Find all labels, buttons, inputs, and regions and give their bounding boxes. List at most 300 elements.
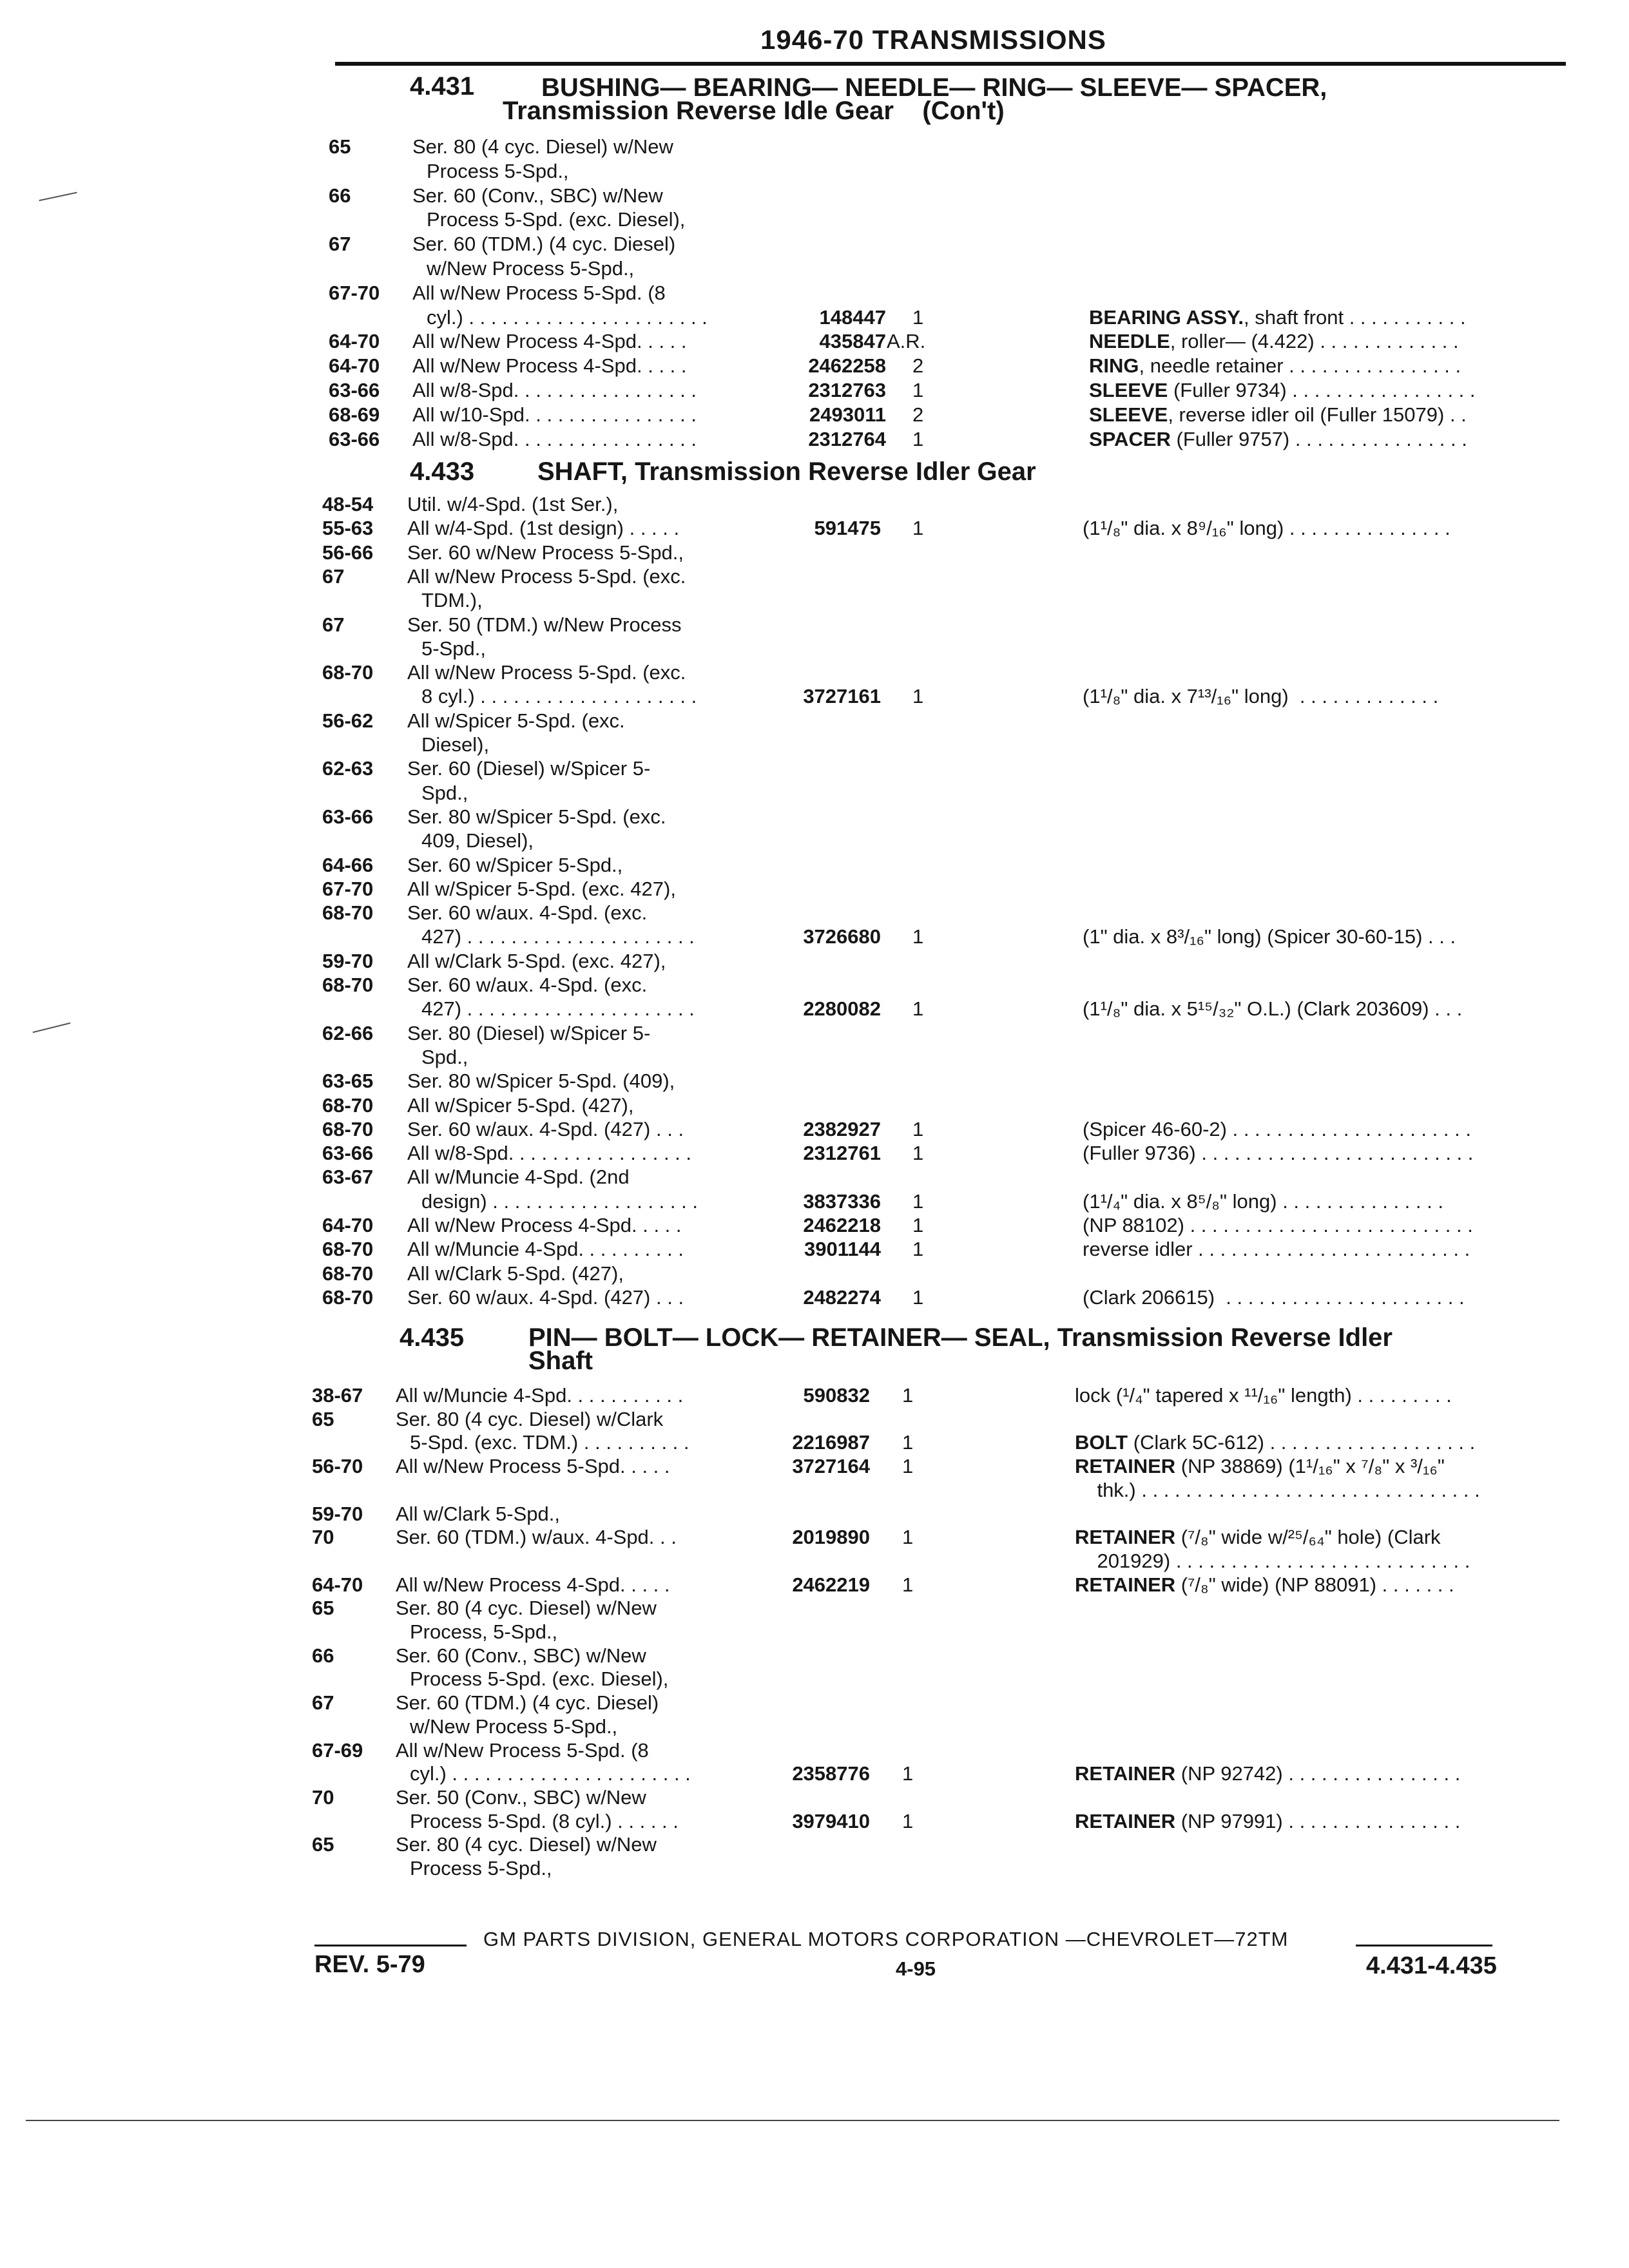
part-detail: (NP 97991) . . . . . . . . . . . . . . . . — [1175, 1810, 1461, 1832]
quantity: 1 — [912, 517, 924, 539]
part-number: 2382927 — [803, 1118, 881, 1140]
page-number: 4-95 — [896, 1957, 936, 1980]
section-number: 4.431 — [410, 72, 475, 101]
part-name: SPACER — [1089, 428, 1171, 450]
model-years: 68-70 — [322, 1286, 374, 1309]
part-detail: (Spicer 46-60-2) . . . . . . . . . . . . . . . . . . . . . . — [1083, 1118, 1471, 1140]
model-years: 63-66 — [322, 805, 374, 828]
application-desc: All w/Clark 5-Spd., — [396, 1503, 560, 1525]
page-title: 1946-70 TRANSMISSIONS — [760, 24, 1106, 55]
table-row — [0, 160, 1629, 184]
part-detail: (Fuller 9734) . . . . . . . . . . . . . . . . . — [1168, 379, 1476, 401]
footer-rule-left — [314, 1945, 467, 1946]
application-desc: Ser. 60 (TDM.) w/aux. 4-Spd. . . — [396, 1526, 677, 1548]
part-remarks — [1083, 517, 1451, 540]
model-years: 65 — [312, 1597, 334, 1619]
part-detail: , shaft front . . . . . . . . . . . — [1244, 306, 1466, 329]
application-desc: 427) . . . . . . . . . . . . . . . . . . . . . — [421, 997, 695, 1020]
part-number: 591475 — [814, 517, 881, 539]
table-row — [0, 782, 1629, 806]
table-row — [0, 1455, 1629, 1479]
table-row — [0, 1262, 1629, 1287]
application-desc: Ser. 60 (Diesel) w/Spicer 5- — [407, 757, 651, 780]
application-desc: All w/8-Spd. . . . . . . . . . . . . . . . . — [412, 428, 697, 450]
application-desc: Spd., — [421, 782, 468, 804]
model-years: 67 — [322, 565, 345, 588]
application-desc: Ser. 80 (4 cyc. Diesel) w/New — [396, 1833, 657, 1856]
part-detail: thk.) . . . . . . . . . . . . . . . . . . . . . . . . . . . . . . . — [1075, 1479, 1480, 1501]
part-number: 3726680 — [803, 925, 881, 948]
table-row — [0, 517, 1629, 541]
quantity: 1 — [902, 1384, 914, 1407]
application-desc: Diesel), — [421, 733, 490, 756]
part-name: BEARING ASSY. — [1089, 306, 1244, 329]
quantity: 2 — [912, 354, 924, 377]
part-name: BOLT — [1075, 1431, 1128, 1454]
table-row — [0, 1550, 1629, 1574]
table-row — [0, 854, 1629, 878]
part-number: 3727161 — [803, 685, 881, 707]
part-detail: (1¹/₈" dia. x 7¹³/₁₆" long) . . . . . . . . . . . . . — [1083, 685, 1439, 707]
table-row — [0, 1384, 1629, 1408]
quantity: 1 — [902, 1573, 914, 1596]
model-years: 70 — [312, 1526, 334, 1548]
part-detail: (1¹/₈" dia. x 5¹⁵/₃₂" O.L.) (Clark 203609) . . . — [1083, 997, 1463, 1020]
application-desc: All w/Clark 5-Spd. (exc. 427), — [407, 950, 666, 972]
quantity: 1 — [912, 1190, 924, 1213]
part-number: 590832 — [803, 1384, 870, 1407]
application-desc: 5-Spd., — [421, 637, 486, 660]
part-remarks — [1083, 925, 1456, 948]
part-detail: (NP 88102) . . . . . . . . . . . . . . . . . . . . . . . . . . — [1083, 1214, 1473, 1236]
quantity: 2 — [912, 403, 924, 426]
part-number: 2462258 — [808, 354, 886, 377]
table-row — [0, 403, 1629, 428]
model-years: 68-69 — [329, 403, 380, 426]
application-desc: All w/New Process 4-Spd. . . . . — [412, 354, 687, 377]
quantity: 1 — [912, 1286, 924, 1309]
quantity: 1 — [902, 1455, 914, 1477]
model-years: 66 — [329, 184, 351, 207]
model-years: 68-70 — [322, 1118, 374, 1140]
table-row — [0, 330, 1629, 354]
table-row — [0, 925, 1629, 950]
application-desc: All w/Clark 5-Spd. (427), — [407, 1262, 624, 1285]
model-years: 68-70 — [322, 661, 374, 684]
revision-label: REV. 5-79 — [314, 1951, 425, 1978]
application-desc: All w/Spicer 5-Spd. (exc. 427), — [407, 878, 676, 900]
model-years: 38-67 — [312, 1384, 363, 1407]
application-desc: Process 5-Spd. (8 cyl.) . . . . . . — [410, 1810, 679, 1832]
table-row — [0, 1190, 1629, 1215]
application-desc: All w/New Process 5-Spd. (exc. — [407, 565, 686, 588]
model-years: 70 — [312, 1786, 334, 1809]
quantity: 1 — [902, 1810, 914, 1832]
section-number: 4.433 — [410, 457, 475, 486]
application-desc: Ser. 60 w/aux. 4-Spd. (exc. — [407, 974, 648, 996]
quantity: 1 — [902, 1762, 914, 1785]
model-years: 63-66 — [329, 428, 380, 450]
part-number: 2312763 — [808, 379, 886, 401]
application-desc: All w/Spicer 5-Spd. (427), — [407, 1094, 634, 1117]
quantity: 1 — [912, 1214, 924, 1236]
application-desc: Spd., — [421, 1046, 468, 1068]
table-row — [0, 1762, 1629, 1787]
part-detail: (1" dia. x 8³/₁₆" long) (Spicer 30-60-15) . . . — [1083, 925, 1456, 948]
quantity: 1 — [902, 1431, 914, 1454]
quantity: 1 — [912, 997, 924, 1020]
table-row — [0, 1238, 1629, 1262]
section-title-line2: Shaft — [528, 1347, 593, 1375]
model-years: 68-70 — [322, 1238, 374, 1260]
part-remarks — [1075, 1526, 1441, 1549]
section-title: SHAFT, Transmission Reverse Idler Gear — [537, 457, 1036, 486]
part-name: SLEEVE — [1089, 403, 1168, 426]
model-years: 56-62 — [322, 709, 374, 732]
table-row — [0, 282, 1629, 306]
application-desc: All w/Muncie 4-Spd. (2nd — [407, 1166, 630, 1188]
model-years: 67-70 — [329, 282, 380, 304]
part-remarks — [1075, 1550, 1470, 1573]
part-remarks — [1083, 1238, 1470, 1261]
part-detail: 201929) . . . . . . . . . . . . . . . . . . . . . . . . . . . — [1075, 1550, 1470, 1572]
table-row — [0, 1408, 1629, 1432]
table-row — [0, 1022, 1629, 1046]
table-row — [0, 974, 1629, 998]
application-desc: All w/New Process 4-Spd. . . . . — [407, 1214, 682, 1236]
section-title: PIN— BOLT— LOCK— RETAINER— SEAL, Transmission Reverse Idler — [528, 1323, 1393, 1352]
application-desc: Ser. 60 (TDM.) (4 cyc. Diesel) — [396, 1691, 659, 1714]
part-remarks — [1083, 1286, 1465, 1309]
application-desc: All w/Muncie 4-Spd. . . . . . . . . . . — [396, 1384, 684, 1407]
part-detail: , roller— (4.422) . . . . . . . . . . . . . — [1170, 330, 1459, 352]
model-years: 55-63 — [322, 517, 374, 539]
model-years: 62-66 — [322, 1022, 374, 1044]
model-years: 67 — [322, 613, 345, 636]
part-number: 2462219 — [792, 1573, 870, 1596]
application-desc: Ser. 80 (4 cyc. Diesel) w/New — [412, 135, 673, 158]
part-remarks — [1089, 306, 1466, 329]
part-detail: reverse idler . . . . . . . . . . . . . . . . . . . . . . . . . — [1083, 1238, 1470, 1260]
model-years: 68-70 — [322, 1094, 374, 1117]
table-row — [0, 257, 1629, 282]
application-desc: 8 cyl.) . . . . . . . . . . . . . . . . . . . . — [421, 685, 697, 707]
quantity: 1 — [912, 925, 924, 948]
part-number: 2358776 — [792, 1762, 870, 1785]
model-years: 48-54 — [322, 493, 374, 515]
part-remarks — [1083, 685, 1438, 708]
application-desc: Ser. 60 (Conv., SBC) w/New — [396, 1644, 646, 1667]
part-remarks — [1089, 403, 1467, 427]
part-number: 2280082 — [803, 997, 881, 1020]
application-desc: All w/New Process 5-Spd. (8 — [396, 1739, 649, 1762]
model-years: 67-70 — [322, 878, 374, 900]
table-row — [0, 661, 1629, 686]
table-row — [0, 901, 1629, 926]
table-row — [0, 1118, 1629, 1142]
part-name: RETAINER — [1075, 1526, 1176, 1548]
application-desc: Ser. 80 (Diesel) w/Spicer 5- — [407, 1022, 651, 1044]
part-name: NEEDLE — [1089, 330, 1170, 352]
quantity: 1 — [902, 1526, 914, 1548]
table-row — [0, 997, 1629, 1022]
table-row — [0, 208, 1629, 233]
model-years: 64-70 — [329, 330, 380, 352]
quantity: 1 — [912, 685, 924, 707]
table-row — [0, 1479, 1629, 1503]
part-name: SLEEVE — [1089, 379, 1168, 401]
table-row — [0, 757, 1629, 782]
table-row — [0, 1166, 1629, 1190]
application-desc: All w/8-Spd. . . . . . . . . . . . . . . . . — [412, 379, 697, 401]
header-rule — [335, 62, 1566, 66]
part-detail: (⁷/₈" wide w/²⁵/₆₄" hole) (Clark — [1175, 1526, 1441, 1548]
part-remarks — [1089, 354, 1461, 378]
quantity: 1 — [912, 1118, 924, 1140]
part-remarks — [1083, 1190, 1443, 1213]
table-row — [0, 950, 1629, 974]
application-desc: 409, Diesel), — [421, 829, 534, 852]
table-row — [0, 1431, 1629, 1456]
table-row — [0, 135, 1629, 160]
section-title-line2: Transmission Reverse Idle Gear (Con't) — [503, 97, 1005, 125]
application-desc: 427) . . . . . . . . . . . . . . . . . . . . . — [421, 925, 695, 948]
bottom-rule — [26, 2120, 1559, 2121]
table-row — [0, 589, 1629, 613]
table-row — [0, 1526, 1629, 1550]
part-detail: lock (¹/₄" tapered x ¹¹/₁₆" length) . . . . . . . . . — [1075, 1384, 1452, 1407]
part-number: 435847 — [819, 330, 886, 352]
application-desc: All w/Muncie 4-Spd. . . . . . . . . . — [407, 1238, 684, 1260]
application-desc: Ser. 60 w/aux. 4-Spd. (427) . . . — [407, 1286, 684, 1309]
table-row — [0, 1286, 1629, 1311]
part-detail: (NP 92742) . . . . . . . . . . . . . . . . — [1175, 1762, 1461, 1785]
part-detail: (Clark 206615) . . . . . . . . . . . . . . . . . . . . . . — [1083, 1286, 1465, 1309]
model-years: 63-67 — [322, 1166, 374, 1188]
part-remarks — [1075, 1431, 1475, 1454]
part-remarks — [1075, 1455, 1445, 1478]
model-years: 67-69 — [312, 1739, 363, 1762]
application-desc: Ser. 50 (TDM.) w/New Process — [407, 613, 682, 636]
application-desc: All w/New Process 5-Spd. (exc. — [407, 661, 686, 684]
part-remarks — [1083, 1118, 1471, 1141]
application-desc: 5-Spd. (exc. TDM.) . . . . . . . . . . — [410, 1431, 689, 1454]
table-row — [0, 1142, 1629, 1166]
part-remarks — [1083, 1142, 1473, 1165]
part-name: RETAINER — [1075, 1573, 1176, 1596]
application-desc: Process 5-Spd. (exc. Diesel), — [427, 208, 686, 231]
table-row — [0, 613, 1629, 638]
table-row — [0, 1094, 1629, 1119]
application-desc: All w/4-Spd. (1st design) . . . . . — [407, 517, 680, 539]
table-row — [0, 878, 1629, 902]
table-row — [0, 1715, 1629, 1740]
application-desc: w/New Process 5-Spd., — [410, 1715, 618, 1738]
part-remarks — [1075, 1573, 1454, 1597]
application-desc: Ser. 60 w/aux. 4-Spd. (exc. — [407, 901, 648, 924]
quantity: 1 — [912, 428, 924, 450]
part-detail: (1¹/₄" dia. x 8⁵/₈" long) . . . . . . . . . . . . . . . — [1083, 1190, 1443, 1213]
part-remarks — [1075, 1384, 1452, 1407]
application-desc: Ser. 80 w/Spicer 5-Spd. (exc. — [407, 805, 666, 828]
table-row — [0, 805, 1629, 830]
section-title: BUSHING— BEARING— NEEDLE— RING— SLEEVE— SPACER, — [541, 73, 1327, 102]
model-years: 68-70 — [322, 901, 374, 924]
model-years: 56-66 — [322, 541, 374, 564]
table-row — [0, 685, 1629, 709]
table-row — [0, 428, 1629, 452]
part-remarks — [1089, 379, 1476, 402]
application-desc: All w/New Process 4-Spd. . . . . — [396, 1573, 670, 1596]
part-number: 2462218 — [803, 1214, 881, 1236]
table-row — [0, 1503, 1629, 1527]
table-row — [0, 1597, 1629, 1621]
application-desc: Process 5-Spd., — [410, 1857, 552, 1879]
part-number: 2493011 — [809, 403, 886, 426]
model-years: 67 — [329, 233, 351, 255]
section-number: 4.435 — [400, 1323, 465, 1352]
model-years: 65 — [312, 1408, 334, 1430]
application-desc: All w/Spicer 5-Spd. (exc. — [407, 709, 625, 732]
model-years: 66 — [312, 1644, 334, 1667]
part-number: 2482274 — [803, 1286, 881, 1309]
table-row — [0, 565, 1629, 590]
application-desc: Ser. 80 (4 cyc. Diesel) w/Clark — [396, 1408, 664, 1430]
model-years: 62-63 — [322, 757, 374, 780]
model-years: 65 — [329, 135, 351, 158]
model-years: 64-66 — [322, 854, 374, 876]
part-number: 3837336 — [803, 1190, 881, 1213]
part-name: RETAINER — [1075, 1455, 1176, 1477]
application-desc: Ser. 60 w/New Process 5-Spd., — [407, 541, 684, 564]
model-years: 67 — [312, 1691, 334, 1714]
part-name: RING — [1089, 354, 1139, 377]
part-number: 2216987 — [792, 1431, 870, 1454]
model-years: 56-70 — [312, 1455, 363, 1477]
quantity: 1 — [912, 1142, 924, 1164]
application-desc: Process 5-Spd., — [427, 160, 569, 182]
table-row — [0, 233, 1629, 257]
part-remarks — [1089, 330, 1459, 353]
application-desc: cyl.) . . . . . . . . . . . . . . . . . . . . . . — [427, 306, 708, 329]
part-detail: (Fuller 9736) . . . . . . . . . . . . . . . . . . . . . . . . . — [1083, 1142, 1474, 1164]
part-remarks — [1075, 1762, 1460, 1785]
table-row — [0, 1644, 1629, 1669]
part-number: 3727164 — [792, 1455, 870, 1477]
part-name: RETAINER — [1075, 1762, 1176, 1785]
application-desc: Ser. 80 w/Spicer 5-Spd. (409), — [407, 1070, 675, 1092]
model-years: 59-70 — [322, 950, 374, 972]
part-remarks — [1075, 1810, 1460, 1833]
part-number: 2312764 — [808, 428, 886, 450]
footer-corp-line: GM PARTS DIVISION, GENERAL MOTORS CORPORATION —CHEVROLET—72TM — [483, 1928, 1289, 1950]
model-years: 64-70 — [329, 354, 380, 377]
application-desc: Ser. 60 w/Spicer 5-Spd., — [407, 854, 623, 876]
part-remarks — [1083, 997, 1462, 1021]
quantity: A.R. — [887, 330, 926, 352]
table-row — [0, 1857, 1629, 1881]
application-desc: TDM.), — [421, 589, 483, 611]
table-row — [0, 1214, 1629, 1238]
model-years: 68-70 — [322, 974, 374, 996]
table-row — [0, 1833, 1629, 1858]
part-detail: (Fuller 9757) . . . . . . . . . . . . . . . . — [1170, 428, 1467, 450]
part-detail: , reverse idler oil (Fuller 15079) . . — [1168, 403, 1467, 426]
quantity: 1 — [912, 379, 924, 401]
application-desc: Ser. 80 (4 cyc. Diesel) w/New — [396, 1597, 657, 1619]
table-row — [0, 1620, 1629, 1645]
table-row — [0, 1810, 1629, 1834]
model-years: 59-70 — [312, 1503, 363, 1525]
model-years: 65 — [312, 1833, 334, 1856]
table-row — [0, 1046, 1629, 1070]
table-row — [0, 354, 1629, 379]
part-number: 2019890 — [792, 1526, 870, 1548]
part-remarks — [1083, 1214, 1473, 1237]
quantity: 1 — [912, 306, 924, 329]
application-desc: Ser. 60 (TDM.) (4 cyc. Diesel) — [412, 233, 676, 255]
application-desc: Ser. 50 (Conv., SBC) w/New — [396, 1786, 646, 1809]
quantity: 1 — [912, 1238, 924, 1260]
application-desc: All w/New Process 5-Spd. . . . . — [396, 1455, 670, 1477]
application-desc: Process 5-Spd. (exc. Diesel), — [410, 1667, 669, 1690]
part-number: 3979410 — [792, 1810, 870, 1832]
model-years: 63-65 — [322, 1070, 374, 1092]
application-desc: Process, 5-Spd., — [410, 1620, 558, 1643]
application-desc: Ser. 60 w/aux. 4-Spd. (427) . . . — [407, 1118, 684, 1140]
model-years: 68-70 — [322, 1262, 374, 1285]
part-remarks — [1075, 1479, 1480, 1502]
table-row — [0, 1691, 1629, 1716]
table-row — [0, 829, 1629, 854]
footer-rule-right — [1356, 1945, 1492, 1946]
application-desc: All w/New Process 4-Spd. . . . . — [412, 330, 687, 352]
model-years: 63-66 — [329, 379, 380, 401]
model-years: 63-66 — [322, 1142, 374, 1164]
table-row — [0, 184, 1629, 209]
table-row — [0, 1573, 1629, 1598]
application-desc: design) . . . . . . . . . . . . . . . . . . . — [421, 1190, 698, 1213]
table-row — [0, 1667, 1629, 1692]
part-number: 148447 — [819, 306, 886, 329]
part-remarks — [1089, 428, 1467, 451]
application-desc: Util. w/4-Spd. (1st Ser.), — [407, 493, 619, 515]
part-detail: , needle retainer . . . . . . . . . . . . . . . . — [1139, 354, 1461, 377]
application-desc: All w/8-Spd. . . . . . . . . . . . . . . . . — [407, 1142, 692, 1164]
table-row — [0, 306, 1629, 331]
section-range: 4.431-4.435 — [1366, 1952, 1497, 1979]
application-desc: cyl.) . . . . . . . . . . . . . . . . . . . . . . — [410, 1762, 691, 1785]
table-row — [0, 541, 1629, 566]
part-name: RETAINER — [1075, 1810, 1176, 1832]
table-row — [0, 709, 1629, 734]
application-desc: w/New Process 5-Spd., — [427, 257, 635, 280]
table-row — [0, 1786, 1629, 1811]
application-desc: Ser. 60 (Conv., SBC) w/New — [412, 184, 663, 207]
table-row — [0, 733, 1629, 758]
model-years: 64-70 — [312, 1573, 363, 1596]
part-number: 3901144 — [804, 1238, 881, 1260]
table-row — [0, 1739, 1629, 1763]
part-detail: (NP 38869) (1¹/₁₆" x ⁷/₈" x ³/₁₆" — [1175, 1455, 1445, 1477]
table-row — [0, 1070, 1629, 1094]
table-row — [0, 379, 1629, 403]
application-desc: All w/New Process 5-Spd. (8 — [412, 282, 666, 304]
part-number: 2312761 — [803, 1142, 881, 1164]
part-detail: (Clark 5C-612) . . . . . . . . . . . . . . . . . . . — [1128, 1431, 1476, 1454]
table-row — [0, 493, 1629, 517]
model-years: 64-70 — [322, 1214, 374, 1236]
